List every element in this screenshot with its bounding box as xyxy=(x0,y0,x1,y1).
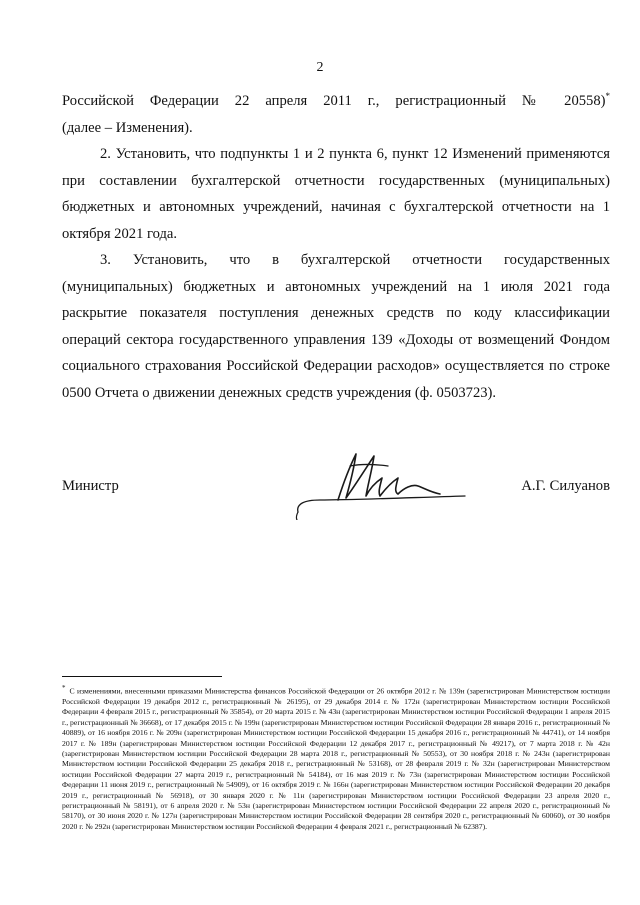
paragraph-continuation-end: (далее – Изменения). xyxy=(62,119,193,136)
footnote-divider xyxy=(62,676,222,677)
paragraph-continuation xyxy=(62,88,610,115)
continuation-text: Российской Федерации 22 апреля 2011 г., регистрационный № 20558) xyxy=(62,93,606,109)
paragraph-item-3: 3. Установить, что в бухгалтерской отчетности государственных (муниципальных) бюджетных и автономных учреждений на 1 июля 2021 года раскрытие показателя поступления денежных средств по коду классификации операций сектора государственного управления 139 «Доходы от возмещений Фондом социального страхования Российской Федерации расходов» осуществляется по строке 0500 Отчета о движении денежных средств учреждения (ф. 0503723). xyxy=(62,252,610,401)
document-body xyxy=(62,88,610,406)
paragraph-item-2: 2. Установить, что подпункты 1 и 2 пункта 6, пункт 12 Изменений применяются при составлении бухгалтерской отчетности государственных (муниципальных) бюджетных и автономных учреждений, начиная с бухгалтерской отчетности на 1 октября 2021 года. xyxy=(62,146,610,242)
signatory-position: Министр xyxy=(62,478,119,494)
footnote-mark: * xyxy=(62,684,66,692)
signatory-name: А.Г. Силуанов xyxy=(521,478,610,494)
page-number: 2 xyxy=(316,60,324,75)
signature-block xyxy=(62,448,610,528)
handwritten-signature xyxy=(290,448,475,520)
footnote xyxy=(62,683,610,832)
footnote-reference[interactable]: * xyxy=(605,91,610,102)
footnote-text: С изменениями, внесенными приказами Министерства финансов Российской Федерации от 26 октября 2012 г. № 139н (зарегистрирован Министерством юстиции Российской Федерации 19 декабря 2012 г., регистрационный № 26195), от 29 декабря 2014 г. № 172н (зарегистрирован Министерством юстиции Российской Федерации 4 февраля 2015 г., регистрационный № 35854), от 20 марта 2015 г. № 43н (зарегистрирован Министерством юстиции Российской Федерации 1 апреля 2015 г., регистрационный № 36668), от 17 декабря 2015 г. № 199н (зарегистрирован Министерством юстиции Российской Федерации 28 января 2016 г., регистрационный № 40889), от 16 ноября 2016 г. № 209н (зарегистрирован Министерством юстиции Российской Федерации 15 декабря 2016 г., регистрационный № 44741), от 14 ноября 2017 г. № 189н (зарегистрирован Министерством юстиции Российской Федерации 12 декабря 2017 г., регистрационный № 49217), от 7 марта 2018 г. № 42н (зарегистрирован Министерством юстиции Российской Федерации 28 марта 2018 г., регистрационный № 50553), от 30 ноября 2018 г. № 243н (зарегистрирован Министерством юстиции Российской Федерации 25 декабря 2018 г., регистрационный № 53168), от 28 февраля 2019 г. № 32н (зарегистрирован Министерством юстиции Российской Федерации 27 марта 2019 г., регистрационный № 54184), от 16 мая 2019 г. № 73н (зарегистрирован Министерством юстиции Российской Федерации 11 июня 2019 г., регистрационный № 54909), от 16 октября 2019 г. № 166н (зарегистрирован Министерством юстиции Российской Федерации 20 декабря 2019 г., регистрационный № 56918), от 30 января 2020 г. № 11н (зарегистрирован Министерством юстиции Российской Федерации 23 апреля 2020 г., регистрационный № 58191), от 6 апреля 2020 г. № 53н (зарегистрирован Министерством юстиции Российской Федерации 22 апреля 2020 г., регистрационный № 58170), от 30 июня 2020 г. № 127н (зарегистрирован Министерством юстиции Российской Федерации 28 сентября 2020 г., регистрационный № 60060), от 30 ноября 2020 г. № 292н (зарегистрирован Министерством юстиции Российской Федерации 4 февраля 2021 г., регистрационный № 62387). xyxy=(62,686,610,831)
